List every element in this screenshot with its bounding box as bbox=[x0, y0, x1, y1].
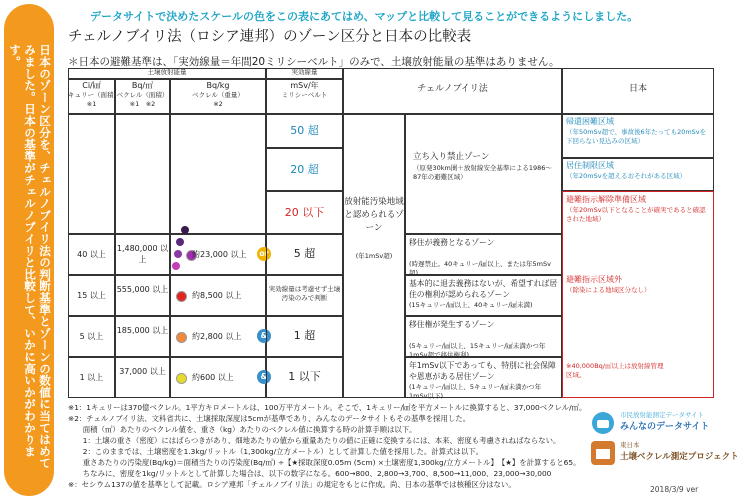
logo2-big: 土壌ベクレル測定プロジェクト bbox=[620, 452, 739, 462]
col-ci-mark: ※1 bbox=[86, 100, 97, 108]
col-ci: Ci/㎢ bbox=[82, 81, 101, 90]
japan-control-note: ※40,000Bq/㎡以上は放射線管理区域。 bbox=[566, 362, 664, 379]
row-zone-sub: (15キュリー/㎢以上、40キュリー/㎢未満) bbox=[409, 301, 533, 309]
group-dose: 実効線量 bbox=[291, 68, 318, 76]
footnote-line: 面積（㎡）あたりのベクレル値を、重さ（kg）あたりのベクレル値に換算する時の計算手順は以下。 bbox=[68, 425, 417, 434]
japan-difficult-return: 帰還困難区域 bbox=[566, 117, 614, 126]
row-ci: 15 以上 bbox=[77, 291, 106, 300]
col-bqm2: Bq/㎡ bbox=[131, 81, 154, 90]
row-dose: 5 超 bbox=[293, 247, 316, 260]
row-zone-sub: (時遅禁止。40キュリー/㎢以上、または年5mSv超) bbox=[409, 260, 551, 277]
row-dose: 1 超 bbox=[293, 329, 316, 342]
version-label: 2018/3/9 ver bbox=[650, 485, 699, 494]
comparison-table bbox=[68, 68, 716, 398]
footnote-line: 1：土壌の重さ（密度）にはばらつきがあり、畑地あたりの値から重量あたりの値に正確に変換するには、本来、密度も考慮されねばならない。 bbox=[68, 436, 561, 445]
col-bqkg-sub: ベクレル（重量） bbox=[192, 91, 244, 99]
page-title: チェルノブイリ法（ロシア連邦）のゾーン区分と日本の比較表 bbox=[68, 29, 472, 45]
dose-50: 50 超 bbox=[290, 124, 319, 137]
col-bqm2-sub: ベクレル（面積） bbox=[116, 91, 169, 99]
scale-color-dot bbox=[176, 291, 187, 302]
row-zone: 移住が義務となるゾーン bbox=[409, 238, 495, 247]
condition-badge: & bbox=[257, 370, 271, 384]
logo1-small: 市民放射能測定データサイト bbox=[620, 411, 705, 419]
col-chernobyl: チェルノブイリ法 bbox=[417, 84, 488, 94]
footnote-line: ※1：1キュリーは370億ベクレル。1平方キロメートルは、100万平方メートル。そこで、1キュリー/㎢を平方メートルに換算すると、37,000ベクレル/㎡。 bbox=[68, 403, 587, 412]
row-bqkg: 約600 以上 bbox=[192, 373, 234, 382]
row-zone: 年1mSv以下であっても、特別に社会保障や恩恵がある居住ゾーン bbox=[409, 361, 556, 381]
row-bqm2: 555,000 以上 bbox=[116, 285, 169, 294]
japan-difficult-return-sub: （年50mSv超で、事故後6年たっても20mSvを下回らない見込みの区域） bbox=[566, 128, 707, 145]
col-dose-sub: ミリシーベルト bbox=[281, 91, 328, 99]
scale-color-dot bbox=[176, 332, 187, 343]
row-ci: 1 以上 bbox=[79, 373, 104, 382]
row-bqkg: 約8,500 以上 bbox=[192, 291, 242, 300]
zone-exclusion: 立ち入り禁止ゾーン bbox=[413, 152, 490, 162]
condition-badge: & bbox=[257, 329, 271, 343]
japan-outside-zone-sub: （除染による地域区分なし） bbox=[566, 286, 651, 294]
row-zone-sub: (1キュリー/㎢以上、5キュリー/㎢未満かつ年1mSv以下) bbox=[409, 383, 542, 400]
japan-prep-zone: 避難指示解除準備区域 bbox=[566, 195, 646, 204]
logo2-small: 東日本 bbox=[620, 441, 640, 449]
col-bqkg: Bq/kg bbox=[206, 81, 230, 90]
footnote-line: ※：セシウム137の値を基準として記載。ロシア連邦「チェルノブイリ法」の規定をもとに作成。尚、日本の基準では核種区分はない。 bbox=[68, 480, 516, 489]
col-ci-sub: キュリー（面積） bbox=[68, 91, 120, 99]
row-dose: 実効線量は考慮せず土壌汚染のみで判断 bbox=[268, 285, 341, 302]
japan-outside-zone: 避難指示区域外 bbox=[566, 275, 622, 284]
logo1-big: みんなのデータサイト bbox=[620, 422, 710, 432]
row-zone: 移住権が発生するゾーン bbox=[409, 320, 495, 329]
japan-restricted-sub: （年20mSvを超えるおそれがある区域） bbox=[566, 172, 687, 180]
group-soil: 土壌放射能量 bbox=[147, 68, 187, 76]
row-ci: 5 以上 bbox=[79, 332, 104, 341]
row-bqm2: 37,000 以上 bbox=[119, 367, 166, 376]
col-japan: 日本 bbox=[628, 84, 647, 94]
contaminated-zone: 放射能汚染地域と認められるゾーン bbox=[344, 197, 404, 233]
row-bqm2: 185,000 以上 bbox=[116, 326, 169, 335]
condition-badge: or bbox=[257, 247, 271, 261]
col-bqm2-mark: ※1 ※2 bbox=[129, 100, 156, 108]
row-bqkg: 約2,800 以上 bbox=[192, 332, 242, 341]
row-zone-sub: (5キュリー/㎢以上、15キュリー/㎢未満かつ年1mSv超で移住権利) bbox=[409, 342, 546, 359]
sidebar-text: 日本のゾーン区分を、チェルノブイリ法の判断基準とゾーンの数値に当てはめてみました。日本の基準がチェルノブイリと比較して、いかに高いかがわかります。 bbox=[8, 44, 52, 469]
footnote-line: 重さあたりの汚染度(Bq/kg)＝面積当たりの汚染度(Bq/㎡) ÷【★採取深度0.05m (5cm) ×土壌密度1,300kg/立方メートル】 【★】を計算すると65。 bbox=[68, 458, 581, 467]
dose-20-below: 20 以下 bbox=[284, 206, 325, 219]
footnote-line: 2：このままでは、土壌密度を1.3kg/リットル（1,300kg/立方メートル）として計算した値を採用した。計算式は以下。 bbox=[68, 447, 483, 456]
col-dose: mSv/年 bbox=[290, 81, 319, 90]
minna-data-site-logo bbox=[590, 411, 718, 437]
row-bqkg: 約23,000 以上 bbox=[192, 250, 247, 259]
japan-prep-zone-sub: （年20mSv以下となることが確実であると確認された地域） bbox=[566, 206, 706, 223]
row-zone: 基本的に退去義務はないが、希望すれば居住の権利が認められるゾーン bbox=[409, 279, 558, 299]
footnote-line: ※2：チェルノブイリ法、文科省共に、土壌採取深度は5cmが基準であり、みんなのデータサイトもその基準を採用した。 bbox=[68, 414, 471, 423]
row-ci: 40 以上 bbox=[77, 250, 106, 259]
dose-20: 20 超 bbox=[290, 163, 319, 176]
soil-project-logo bbox=[590, 440, 739, 468]
col-bqkg-mark: ※2 bbox=[213, 100, 223, 108]
row-dose: 1 以下 bbox=[288, 370, 321, 383]
scale-color-dot bbox=[176, 373, 187, 384]
row-bqm2: 1,480,000 以上 bbox=[116, 244, 169, 264]
japan-restricted: 居住制限区域 bbox=[566, 161, 614, 170]
zone-exclusion-sub: （原発30km圏＋放射線安全基準による1986～87年の避難区域） bbox=[413, 164, 552, 181]
tagline: データサイトで決めたスケールの色をこの表にあてはめ、マップと比較して見ることができるようにしました。 bbox=[90, 10, 639, 23]
contaminated-zone-sub: (年1mSv超) bbox=[355, 252, 393, 260]
header-note: ＊日本の避難基準は、「実効線量＝年間20ミリシーベルト」のみで、土壌放射能量の基準はありません。 bbox=[68, 56, 560, 68]
footnote-line: ちなみに、密度を1kg/リットルとして計算した場合は、以下の数字になる。600→800、2,800→3,700、8,500→11,000、23,000→30,000 bbox=[68, 469, 552, 478]
